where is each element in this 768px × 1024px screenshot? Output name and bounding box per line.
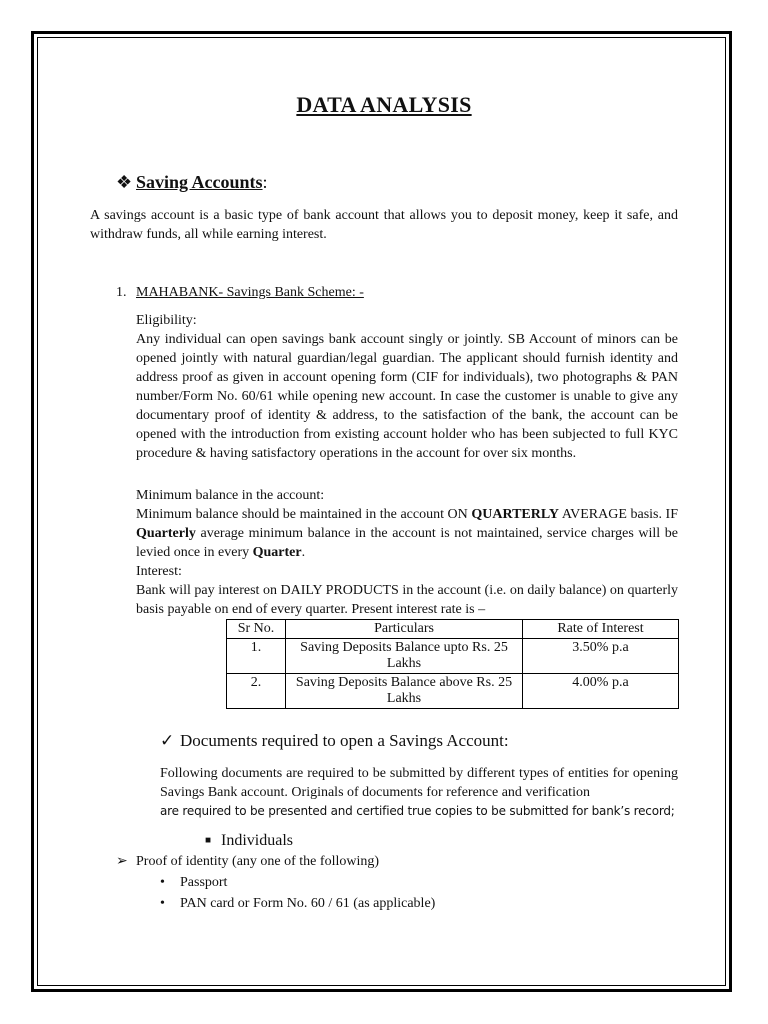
dot-bullet-icon: • [160, 875, 165, 890]
minimum-balance-text [136, 505, 678, 562]
intro-paragraph: A savings account is a basic type of bank account that allows you to deposit money, keep it safe, and withdraw funds, all while earning interest. [90, 208, 678, 242]
minbal-text-4: . [301, 545, 306, 560]
table-cell-particulars: Saving Deposits Balance upto Rs. 25 Lakhs [286, 639, 523, 674]
minbal-text-2: AVERAGE basis. IF [559, 507, 678, 522]
interest-text: Bank will pay interest on DAILY PRODUCTS in the account (i.e. on daily balance) on quarterly basis payable on end of every quarter. Present interest rate is – [136, 583, 678, 617]
eligibility-text: Any individual can open savings bank account singly or jointly. SB Account of minors can be opened jointly with natural guardian/legal guardian. The applicant should furnish identity and address proof as given in account opening form (CIF for individuals), two photographs & PAN number/Form No. 60/61 while opening new account. In case the customer is unable to give any documentary proof of identity & address, to the satisfaction of the bank, the account can be opened with the introduction from existing account holder who has been subjected to full KYC procedure & having satisfactory operations in the account for over six months. [136, 332, 678, 461]
eligibility-heading: Eligibility: [136, 313, 197, 328]
checkmark-icon: ✓ [160, 731, 175, 750]
list-item-label: Passport [180, 875, 228, 890]
section-heading [116, 172, 268, 193]
interest-rate-table [226, 619, 679, 709]
list-item [160, 875, 227, 891]
scheme-item-label: MAHABANK- Savings Bank Scheme: - [136, 285, 364, 300]
table-header: Sr No. [227, 620, 286, 639]
table-header: Particulars [286, 620, 523, 639]
proof-of-identity-item [116, 853, 379, 870]
minbal-bold-3: Quarter [252, 545, 302, 560]
individuals-heading [205, 832, 293, 850]
eligibility-block [136, 292, 678, 463]
table-row [227, 639, 679, 674]
minbal-bold-2: Quarterly [136, 526, 196, 541]
table-header: Rate of Interest [523, 620, 679, 639]
table-cell-sr: 2. [227, 674, 286, 709]
table-row [227, 674, 679, 709]
dot-bullet-icon: • [160, 896, 165, 911]
documents-heading-label: Documents required to open a Savings Account: [180, 731, 509, 750]
page-title: DATA ANALYSIS [296, 92, 472, 117]
section-heading-colon: : [262, 172, 268, 192]
list-item [160, 896, 435, 912]
scheme-item-number: 1. [116, 285, 127, 300]
table-cell-rate: 4.00% p.a [523, 674, 679, 709]
table-cell-particulars: Saving Deposits Balance above Rs. 25 Lakhs [286, 674, 523, 709]
interest-heading: Interest: [136, 564, 182, 579]
documents-text-2: are required to be presented and certified true copies to be submitted for bank’s record; [160, 804, 675, 818]
minimum-balance-block [136, 486, 678, 619]
documents-paragraph [160, 764, 678, 821]
minbal-text-1: Minimum balance should be maintained in the account ON [136, 507, 472, 522]
minimum-balance-heading: Minimum balance in the account: [136, 488, 325, 503]
arrow-bullet-icon: ➢ [116, 854, 128, 869]
minbal-bold-1: QUARTERLY [471, 507, 560, 522]
table-header-row [227, 620, 679, 639]
table-cell-rate: 3.50% p.a [523, 639, 679, 674]
proof-of-identity-label: Proof of identity (any one of the following) [136, 854, 380, 869]
square-bullet-icon: ■ [205, 835, 212, 846]
diamond-bullet-icon: ❖ [116, 172, 133, 192]
section-heading-label: Saving Accounts [136, 172, 263, 192]
documents-heading [160, 731, 509, 751]
table-cell-sr: 1. [227, 639, 286, 674]
minbal-text-3: average minimum balance in the account is not maintained, service charges will be levied once in every [136, 526, 678, 560]
individuals-label: Individuals [221, 832, 293, 849]
documents-text: Following documents are required to be submitted by different types of entities for opening Savings Bank account. Originals of documents for reference and verification [160, 766, 678, 800]
list-item-label: PAN card or Form No. 60 / 61 (as applicable) [180, 896, 436, 911]
